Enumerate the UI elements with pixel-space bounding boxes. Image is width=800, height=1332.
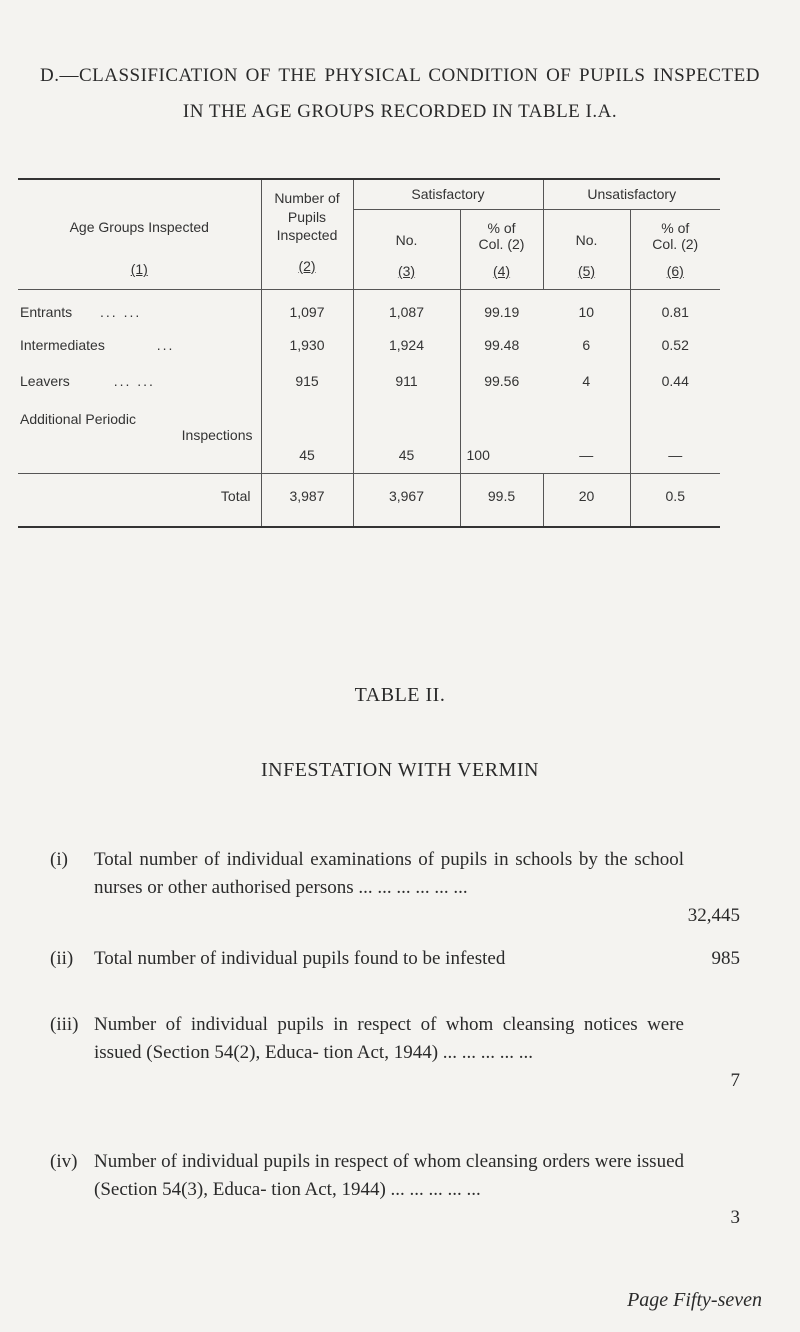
table2-title: TABLE II. xyxy=(354,684,446,706)
colnum-3: (3) xyxy=(353,263,460,289)
table-row: Intermediates ... 1,930 1,924 99.48 6 0.52 xyxy=(18,327,720,363)
header-satisfactory: Satisfactory xyxy=(353,179,543,209)
table-row: Additional Periodic Inspections 45 45 100 — — xyxy=(18,399,720,473)
colnum-4: (4) xyxy=(460,263,543,289)
physical-condition-table xyxy=(18,178,720,528)
header-unsat-pct: % of Col. (2) xyxy=(630,209,720,263)
header-unsatisfactory: Unsatisfactory xyxy=(543,179,720,209)
table-total-row: Total 3,987 3,967 99.5 20 0.5 xyxy=(18,473,720,527)
page-number: Page Fifty-seven xyxy=(627,1289,762,1311)
list-item: (iii) Number of individual pupils in respect of whom cleansing notices were issued (Section 54(2), Educa- tion Act, 1944) ... ... ... ... ... 7 xyxy=(50,1014,740,1091)
header-unsat-no: No. xyxy=(543,209,630,263)
header-sat-pct: % of Col. (2) xyxy=(460,209,543,263)
page-heading: D.—CLASSIFICATION OF THE PHYSICAL CONDITION OF PUPILS INSPECTED IN THE AGE GROUPS RECORDED IN TABLE I.A. xyxy=(40,65,760,122)
table-row: Leavers ... ... 915 911 99.56 4 0.44 xyxy=(18,363,720,399)
list-item: (iv) Number of individual pupils in respect of whom cleansing orders were issued (Section 54(3), Educa- tion Act, 1944) ... ... ... ... ... 3 xyxy=(50,1151,740,1228)
list-item: (i) Total number of individual examinations of pupils in schools by the school nurses or other authorised persons ... ... ... ... ... ... 32,445 xyxy=(50,849,740,926)
header-pupils-inspected: Number of Pupils Inspected (2) xyxy=(261,179,353,289)
header-sat-no: No. xyxy=(353,209,460,263)
header-age-groups: Age Groups Inspected (1) xyxy=(69,219,209,278)
colnum-5: (5) xyxy=(543,263,630,289)
table-row: Entrants ... ... 1,097 1,087 99.19 10 0.81 xyxy=(18,289,720,327)
list-item: (ii) Total number of individual pupils found to be infested 985 xyxy=(50,948,740,969)
colnum-6: (6) xyxy=(630,263,720,289)
table2-subtitle: INFESTATION WITH VERMIN xyxy=(260,759,540,781)
